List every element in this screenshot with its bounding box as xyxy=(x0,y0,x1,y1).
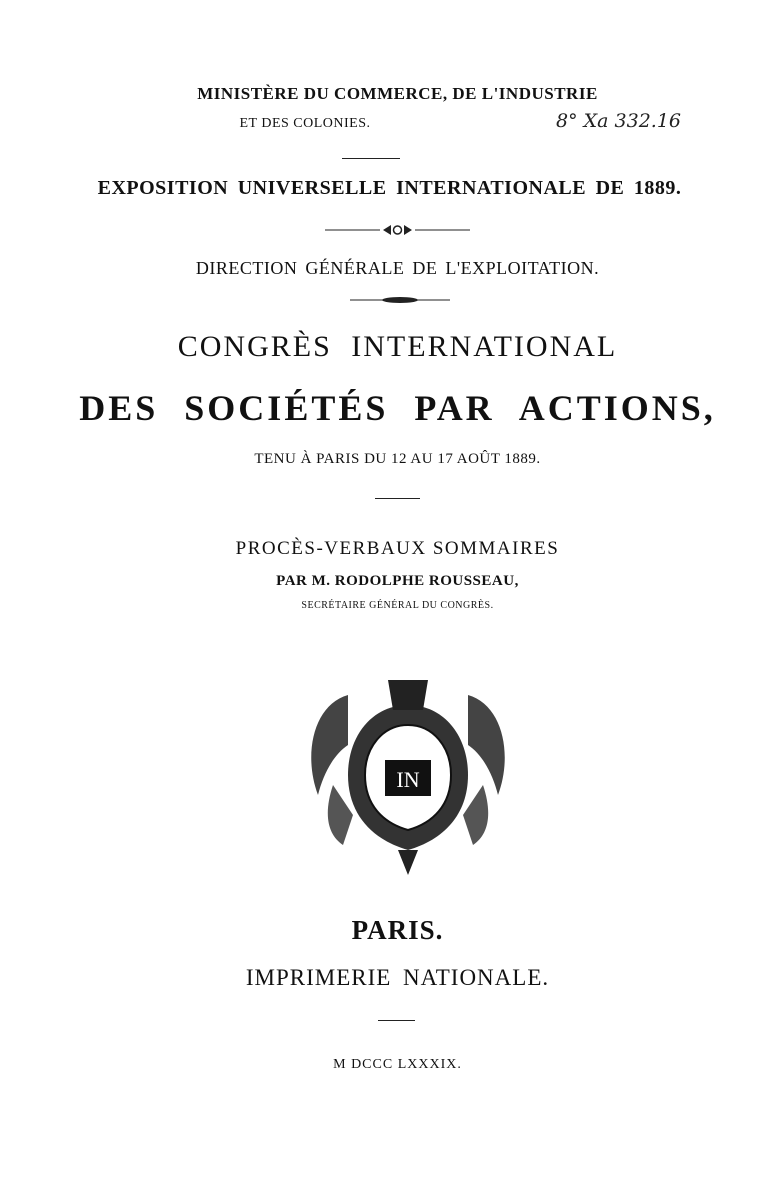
congress-title-line2: DES SOCIÉTÉS PAR ACTIONS, xyxy=(79,388,716,428)
svg-text:IN: IN xyxy=(396,767,420,792)
congress-dates: TENU À PARIS DU 12 AU 17 AOÛT 1889. xyxy=(254,451,541,467)
imprint-city: PARIS. xyxy=(351,915,444,945)
divider xyxy=(342,158,400,159)
exposition-title: EXPOSITION UNIVERSELLE INTERNATIONALE DE 1889. xyxy=(97,177,682,199)
ornament-divider xyxy=(340,295,460,305)
ministry-line1: MINISTÈRE DU COMMERCE, DE L'INDUSTRIE xyxy=(197,84,598,103)
imprint-year: M DCCC LXXXIX. xyxy=(333,1057,462,1072)
divider xyxy=(378,1020,415,1021)
direction-line: DIRECTION GÉNÉRALE DE L'EXPLOITATION. xyxy=(195,258,600,278)
imprimerie-nationale-emblem xyxy=(293,665,523,885)
handwritten-shelfmark: 8° Xa 332.16 xyxy=(556,110,682,132)
author-role: SECRÉTAIRE GÉNÉRAL DU CONGRÈS. xyxy=(301,600,494,611)
report-title: PROCÈS-VERBAUX SOMMAIRES xyxy=(235,538,560,559)
congress-title-line1: CONGRÈS INTERNATIONAL xyxy=(177,330,618,363)
ornament-divider xyxy=(325,224,470,236)
ministry-line2: ET DES COLONIES. xyxy=(239,116,371,131)
imprint-printer: IMPRIMERIE NATIONALE. xyxy=(245,965,550,990)
divider xyxy=(375,498,420,499)
report-author: PAR M. RODOLPHE ROUSSEAU, xyxy=(276,573,519,589)
